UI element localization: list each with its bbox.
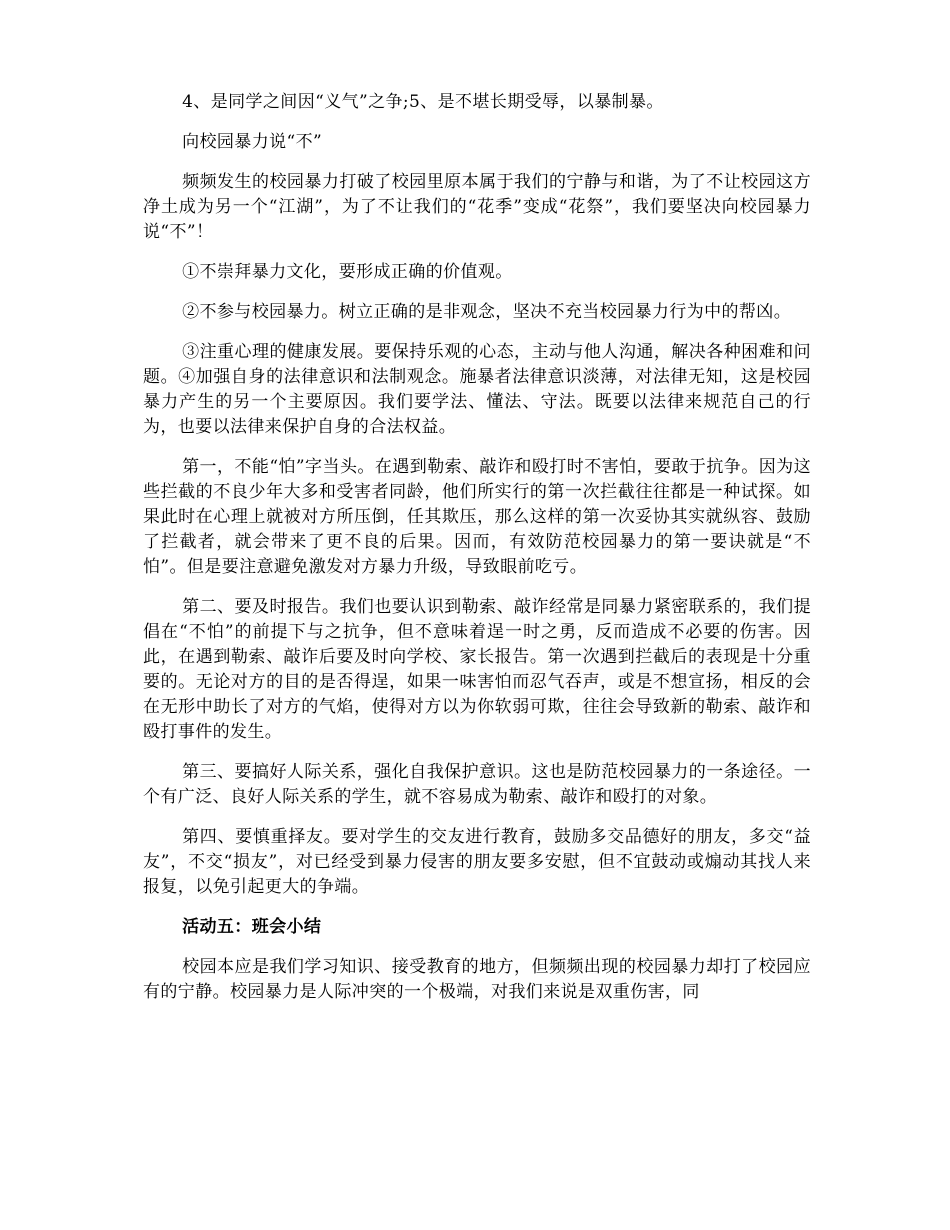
paragraph-causes: 4、是同学之间因“义气”之争;5、是不堪长期受辱，以暴制暴。: [182, 92, 664, 112]
paragraph-third: 第三、要搞好人际关系，强化自我保护意识。这也是防范校园暴力的一条途径。一个有广泛、良好人际关系的学生，就不容易成为勒索、敲诈和殴打的对象。: [143, 762, 811, 807]
section-heading: 向校园暴力说“不”: [182, 132, 323, 152]
paragraph-point-1: ①不崇拜暴力文化，要形成正确的价值观。: [182, 262, 513, 282]
paragraph-first: 第一，不能“怕”字当头。在遇到勒索、敲诈和殴打时不害怕，要敢于抗争。因为这些拦截的不良少年大多和受害者同龄，他们所实行的第一次拦截往往都是一种试探。如果此时在心理上就被对方所压倒，任其欺压，那么这样的第一次妥协其实就纵容、鼓励了拦截者，就会带来了更不良的后果。因而，有效防范校园暴力的第一要诀就是“不怕”。但是要注意避免激发对方暴力升级，导致眼前吃亏。: [143, 457, 811, 577]
paragraph-intro: 频频发生的校园暴力打破了校园里原本属于我们的宁静与和谐，为了不让校园这方净土成为另一个“江湖”，为了不让我们的“花季”变成“花祭”，我们要坚决向校园暴力说“不”！: [143, 172, 811, 242]
paragraph-second: 第二、要及时报告。我们也要认识到勒索、敲诈经常是同暴力紧密联系的，我们提倡在“不怕”的前提下与之抗争，但不意味着逞一时之勇，反而造成不必要的伤害。因此，在遇到勒索、敲诈后要及时向学校、家长报告。第一次遇到拦截后的表现是十分重要的。无论对方的目的是否得逞，如果一味害怕而忍气吞声，或是不想宣扬，相反的会在无形中助长了对方的气焰，使得对方以为你软弱可欺，往往会导致新的勒索、敲诈和殴打事件的发生。: [143, 597, 811, 742]
paragraph-point-2: ②不参与校园暴力。树立正确的是非观念，坚决不充当校园暴力行为中的帮凶。: [182, 302, 792, 322]
paragraph-summary: 校园本应是我们学习知识、接受教育的地方，但频频出现的校园暴力却打了校园应有的宁静。校园暴力是人际冲突的一个极端，对我们来说是双重伤害，同: [143, 957, 811, 1002]
activity-heading: 活动五：班会小结: [182, 917, 322, 937]
document-body: [143, 90, 811, 1020]
paragraph-point-3-4: ③注重心理的健康发展。要保持乐观的心态，主动与他人沟通，解决各种困难和问题。④加强自身的法律意识和法制观念。施暴者法律意识淡薄，对法律无知，这是校园暴力产生的另一个主要原因。我们要学法、懂法、守法。既要以法律来规范自己的行为，也要以法律来保护自身的合法权益。: [143, 342, 811, 437]
paragraph-fourth: 第四、要慎重择友。要对学生的交友进行教育，鼓励多交品德好的朋友，多交“益友”，不交“损友”，对已经受到暴力侵害的朋友要多安慰，但不宜鼓动或煽动其找人来报复，以免引起更大的争端。: [143, 827, 811, 897]
